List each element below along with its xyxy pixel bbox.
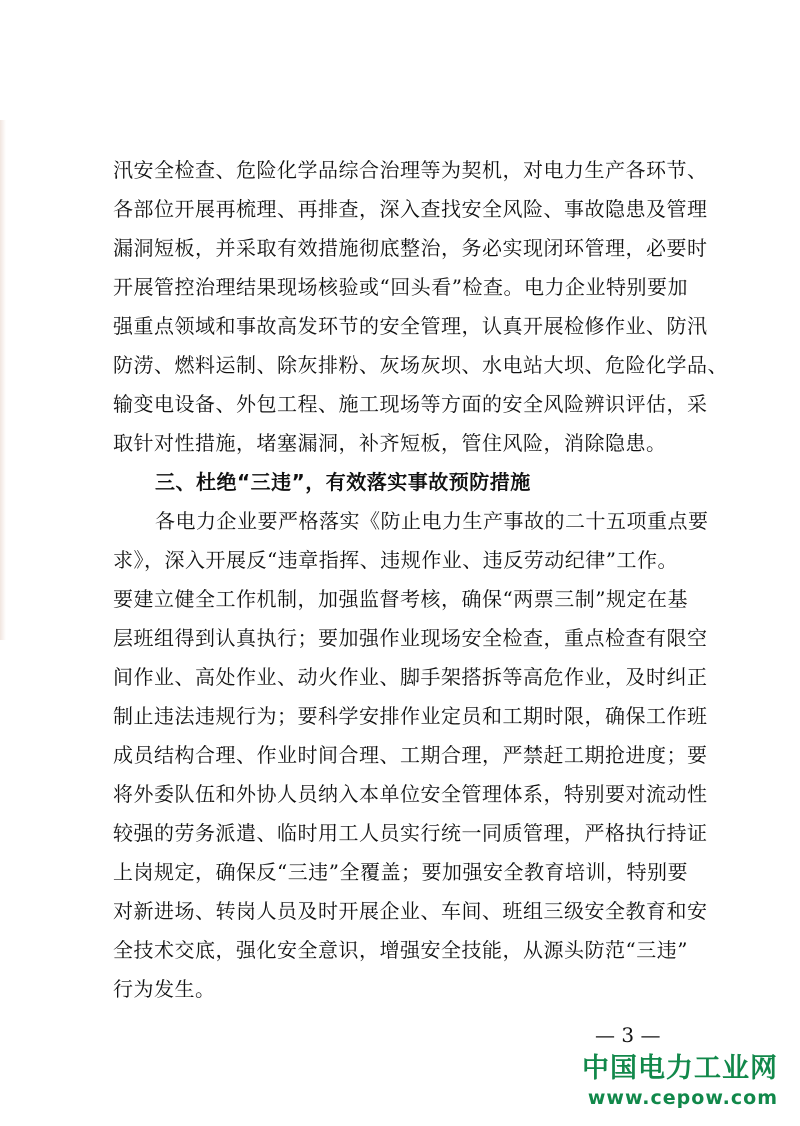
site-watermark	[582, 1053, 778, 1111]
text-line: 输变电设备、外包工程、施工现场等方面的安全风险辨识评估，采	[113, 392, 708, 416]
text-line: 制止违法违规行为；要科学安排作业定员和工期时限，确保工作班	[113, 704, 708, 728]
text-line: 求》，深入开展反“违章指挥、违规作业、违反劳动纪律”工作。	[113, 548, 678, 572]
watermark-title: 中国电力工业网	[582, 1053, 778, 1084]
text-line: 汛安全检查、危险化学品综合治理等为契机，对电力生产各环节、	[113, 158, 708, 182]
text-line: 较强的劳务派遣、临时用工人员实行统一同质管理，严格执行持证	[113, 821, 708, 845]
text-line: 强重点领域和事故高发环节的安全管理，认真开展检修作业、防汛	[113, 314, 708, 338]
text-line: 对新进场、转岗人员及时开展企业、车间、班组三级安全教育和安	[113, 899, 708, 923]
text-line: 间作业、高处作业、动火作业、脚手架搭拆等高危作业，及时纠正	[113, 665, 708, 689]
text-line: 防涝、燃料运制、除灰排粉、灰场灰坝、水电站大坝、危险化学品、	[113, 353, 728, 377]
page-number: — 3 —	[595, 1023, 661, 1047]
text-line: 要建立健全工作机制，加强监督考核，确保“两票三制”规定在基	[113, 587, 688, 611]
text-line: 全技术交底，强化安全意识，增强安全技能，从源头防范“三违”	[113, 938, 688, 962]
text-line: 层班组得到认真执行；要加强作业现场安全检查，重点检查有限空	[113, 626, 708, 650]
section-heading: 三、杜绝“三违”，有效落实事故预防措施	[155, 470, 531, 494]
text-line: 开展管控治理结果现场核验或“回头看”检查。电力企业特别要加	[113, 275, 688, 299]
text-line: 成员结构合理、作业时间合理、工期合理，严禁赶工期抢进度；要	[113, 743, 708, 767]
text-line: 将外委队伍和外协人员纳入本单位安全管理体系，特别要对流动性	[113, 782, 708, 806]
text-line: 各电力企业要严格落实《防止电力生产事故的二十五项重点要	[155, 509, 709, 533]
text-line: 各部位开展再梳理、再排查，深入查找安全风险、事故隐患及管理	[113, 197, 708, 221]
text-line: 上岗规定，确保反“三违”全覆盖；要加强安全教育培训，特别要	[113, 860, 688, 884]
text-line: 取针对性措施，堵塞漏洞，补齐短板，管住风险，消除隐患。	[113, 431, 667, 455]
text-line: 行为发生。	[113, 977, 216, 1001]
scan-edge-shade	[0, 120, 6, 640]
body-text	[113, 151, 728, 1009]
text-line: 漏洞短板，并采取有效措施彻底整治，务必实现闭环管理，必要时	[113, 236, 708, 260]
watermark-url: www.cepow.com	[587, 1087, 778, 1109]
